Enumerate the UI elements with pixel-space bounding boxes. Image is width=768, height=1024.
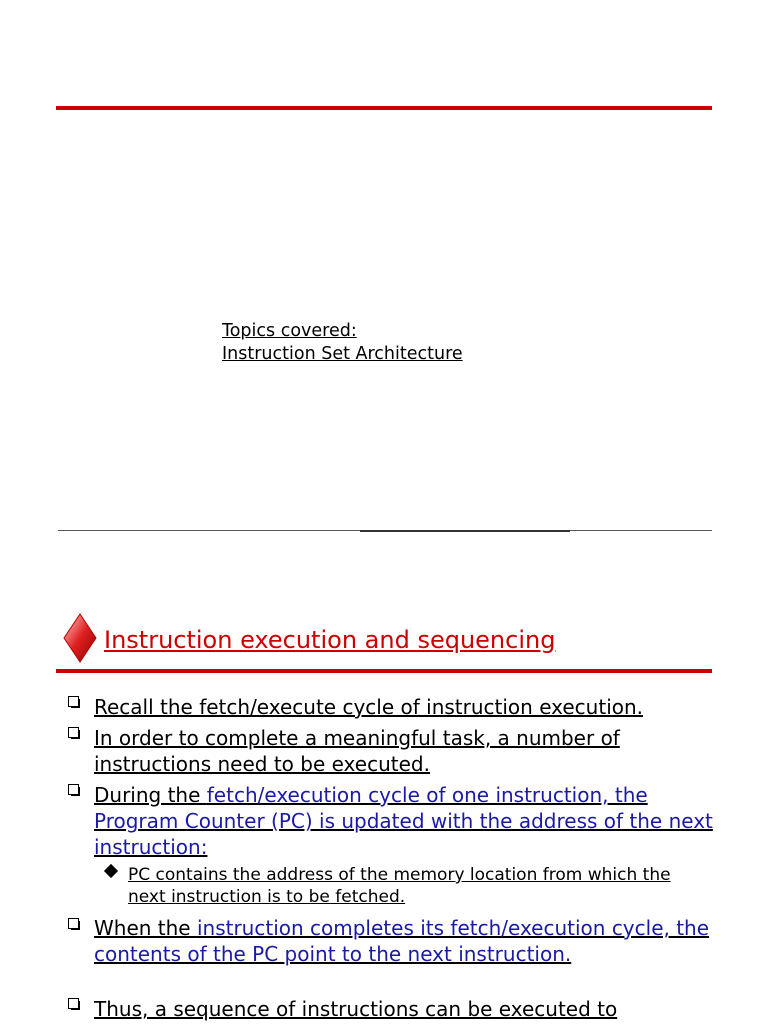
checkbox-bullet-icon	[68, 918, 79, 929]
red-diamond-icon	[63, 613, 97, 663]
bullet-2	[94, 725, 714, 777]
checkbox-bullet-icon	[68, 727, 79, 738]
sub-bullet: PC contains the address of the memory location from which the next instruction is to be fetched.	[128, 865, 671, 907]
topics-block	[222, 320, 463, 366]
checkbox-bullet-icon	[68, 696, 79, 707]
bullet-4	[94, 915, 714, 967]
bullet-5-text: Thus, a sequence of instructions can be executed to	[94, 997, 618, 1021]
topics-heading: Topics covered:	[222, 321, 357, 341]
bullet-4-link[interactable]: instruction completes its fetch/execution cycle, the contents of the PC point to the next instruction.	[94, 916, 710, 966]
black-diamond-bullet-icon	[104, 864, 118, 878]
bullet-1	[94, 694, 714, 720]
bullet-1-text: Recall the fetch/execute cycle of instruction execution.	[94, 695, 644, 719]
bullet-2-text: In order to complete a meaningful task, a number of instructions need to be executed.	[94, 726, 620, 776]
bullet-3-link[interactable]: fetch/execution cycle of one instruction, the Program Counter (PC) is updated with the address of the next instruction:	[94, 783, 713, 859]
slide2-title-rule	[56, 669, 712, 673]
slide1-top-rule	[56, 106, 712, 110]
bullet-4-text: When the	[94, 916, 197, 940]
bullet-5	[94, 996, 714, 1022]
checkbox-bullet-icon	[68, 998, 79, 1009]
bullet-3	[94, 782, 714, 860]
bullet-3-text: During the	[94, 783, 207, 807]
slide1-bottom-rule-accent	[360, 530, 570, 532]
topics-item: Instruction Set Architecture	[222, 344, 463, 364]
slide-title: Instruction execution and sequencing	[104, 626, 556, 654]
checkbox-bullet-icon	[68, 784, 79, 795]
